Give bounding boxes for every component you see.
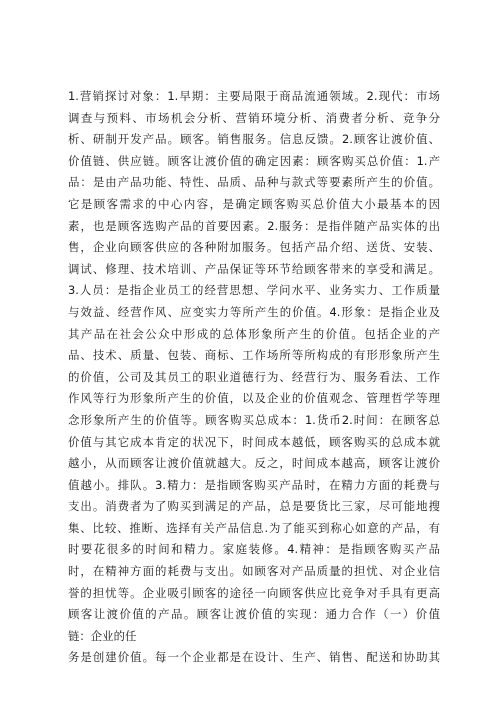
text-line: 品：是由产品功能、特性、品质、品种与款式等要素所产生的价值。 (68, 175, 440, 190)
text-line: 越小，从而顾客让渡价值就越大。反之，时间成本越高，顾客让渡价 (68, 456, 440, 471)
text-line: 素，也是顾客选购产品的首要因素。2.服务：是指伴随产品实体的出 (68, 218, 440, 233)
text-line: 值越小。排队。3.精力：是指顾客购买产品时，在精力方面的耗费与 (68, 477, 440, 492)
text-line: 时，在精神方面的耗费与支出。如顾客对产品质量的担忧、对企业信 (68, 564, 440, 579)
text-line: 誉的担忧等。企业吸引顾客的途径一向顾客供应比竞争对手具有更高 (68, 585, 440, 600)
text-line: 价值与其它成本肯定的状况下，时间成本越低，顾客购买的总成本就 (68, 434, 440, 449)
text-line: 调试、修理、技术培训、产品保证等环节给顾客带来的享受和满足。 (68, 261, 440, 276)
text-line: 3.人员：是指企业员工的经营思想、学问水平、业务实力、工作质量 (68, 283, 440, 298)
text-line: 其产品在社会公众中形成的总体形象所产生的价值。包括企业的产 (68, 326, 440, 341)
text-line: 支出。消费者为了购买到满足的产品，总是要货比三家，尽可能地搜 (68, 499, 440, 514)
text-line: 的价值，公司及其员工的职业道德行为、经营行为、服务看法、工作 (68, 369, 440, 384)
text-line: 集、比较、推断、选择有关产品信息.为了能买到称心如意的产品，有 (68, 520, 440, 535)
text-line: 调查与预料、市场机会分析、营销环境分析、消费者分析、竞争分 (68, 110, 440, 125)
text-line: 品、技术、质量、包装、商标、工作场所等所构成的有形形象所产生 (68, 348, 440, 363)
text-line: 析、研制开发产品。顾客。销售服务。信息反馈。2.顾客让渡价值、 (68, 132, 440, 147)
text-line: 务是创建价值。每一个企业都是在设计、生产、销售、配送和协助其 (68, 650, 440, 665)
text-line: 作风等行为形象所产生的价值，以及企业的价值观念、管理哲学等理 (68, 391, 440, 406)
text-line: 时要花很多的时间和精力。家庭装修。4.精神：是指顾客购买产品 (68, 542, 440, 557)
text-line: 价值链、供应链。顾客让渡价值的确定因素：顾客购买总价值：1.产 (68, 153, 440, 168)
text-line: 顾客让渡价值的产品。顾客让渡价值的实现：通力合作（一）价值 (68, 607, 440, 622)
text-line: 与效益、经营作风、应变实力等所产生的价值。4.形象：是指企业及 (68, 304, 440, 319)
text-line: 售，企业向顾客供应的各种附加服务。包括产品介绍、送货、安装、 (68, 240, 440, 255)
text-line: 链：企业的任 (68, 628, 137, 643)
text-line: 1.营销探讨对象：1.早期：主要局限于商品流通领域。2.现代：市场 (68, 89, 440, 103)
text-line: 它是顾客需求的中心内容，是确定顾客购买总价值大小最基本的因 (68, 196, 440, 211)
text-line: 念形象所产生的价值等。顾客购买总成本：1.货币2.时间：在顾客总 (68, 412, 440, 427)
body-text (68, 86, 440, 669)
